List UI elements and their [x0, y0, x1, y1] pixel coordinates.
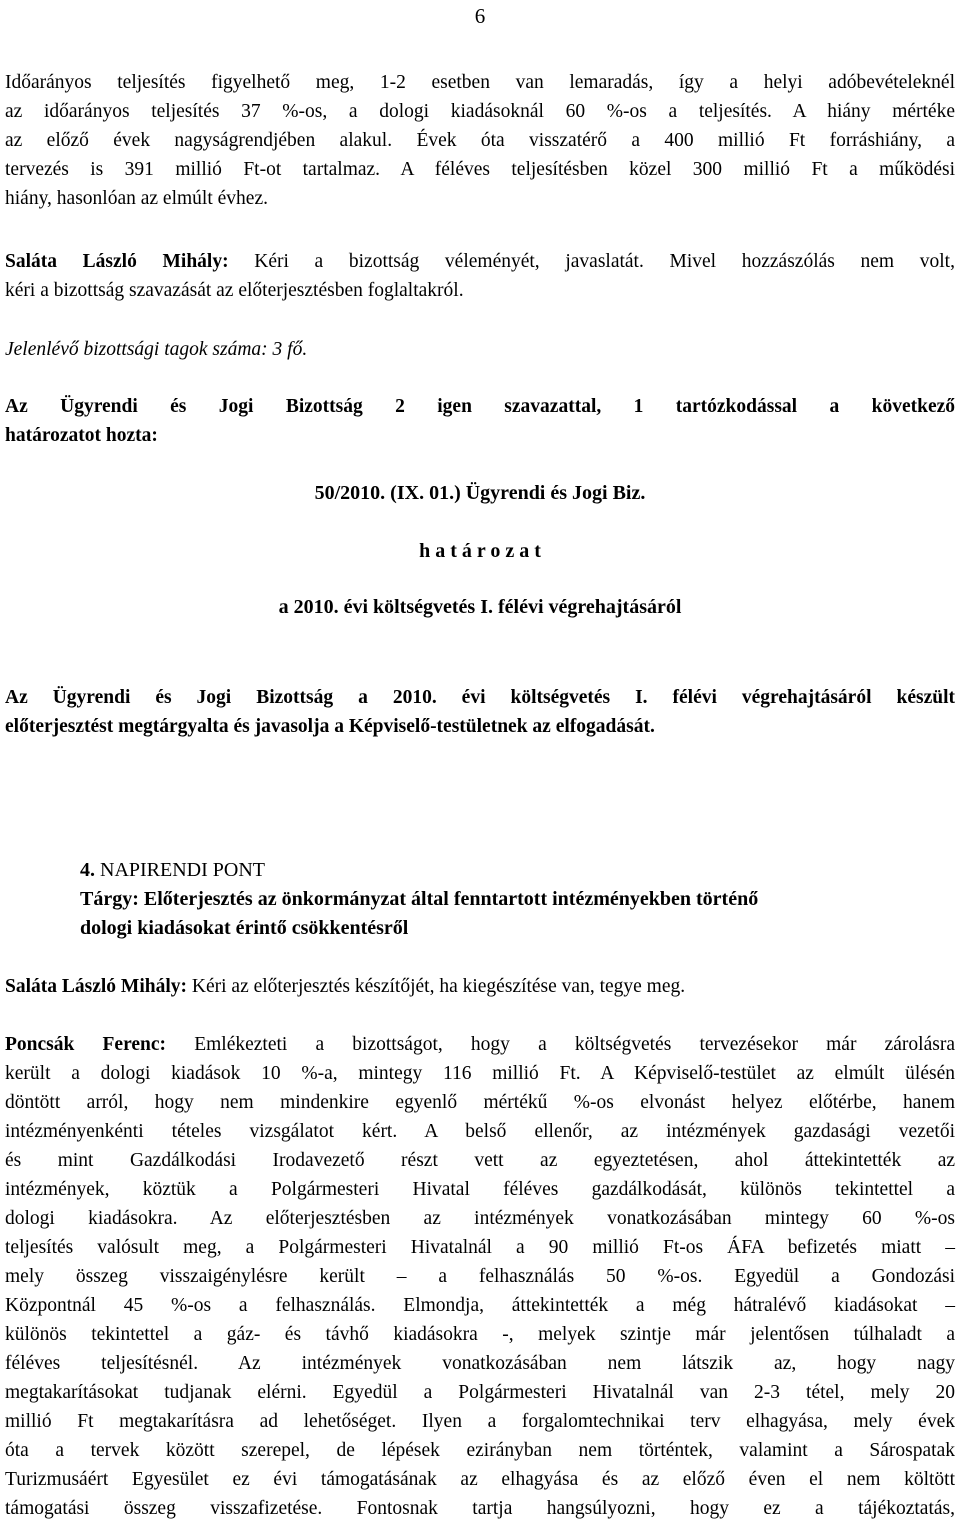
- resolution-subject: a 2010. évi költségvetés I. félévi végrehajtásáról: [278, 596, 682, 618]
- text-line: teljesítés valósult meg, a Polgármesteri Hivatalnál a 90 millió Ft-os ÁFA befizetés miatt –: [5, 1237, 955, 1258]
- chair-request-paragraph: [5, 247, 955, 305]
- text-line: Az Ügyrendi és Jogi Bizottság 2 igen szavazattal, 1 tartózkodással a következő: [5, 396, 955, 417]
- agenda-number: 4.: [80, 859, 95, 881]
- speech-text: Kéri a bizottság véleményét, javaslatát. Mivel hozzászólás nem volt,: [228, 251, 955, 272]
- text-line: intézményenkénti tételes vizsgálatot kért. A belső ellenőr, az intézmények gazdasági vezetői: [5, 1121, 955, 1142]
- speech-text: Kéri az előterjesztés készítőjét, ha kiegészítése van, tegye meg.: [187, 976, 686, 997]
- speech-text: Emlékezteti a bizottságot, hogy a költségvetés tervezésekor már zárolásra: [166, 1034, 955, 1055]
- text-line: Turizmusáért Egyesület ez évi támogatásának az elhagyása és az előző éven el nem költött: [5, 1469, 955, 1490]
- text-line: hiány, hasonlóan az elmúlt évhez.: [5, 188, 268, 209]
- text-line: és mint Gazdálkodási Irodavezető részt vett az egyeztetésen, ahol áttekintették az: [5, 1150, 955, 1171]
- vote-statement: [5, 392, 955, 450]
- text-line: óta a tervek között szerepel, de lépések ezirányban nem történtek, valamint a Sárospatak: [5, 1440, 955, 1461]
- text-line: került a dologi kiadások 10 %-a, mintegy 116 millió Ft. A Képviselő-testület az elmúlt ülésén: [5, 1063, 955, 1084]
- text-line: [5, 972, 955, 1001]
- resolution-heading: h a t á r o z a t: [419, 540, 541, 562]
- text-line: [5, 1030, 955, 1059]
- text-line: millió Ft megtakarításra ad lehetőséget. Ilyen a forgalomtechnikai terv elhagyása, mely évek: [5, 1411, 955, 1432]
- text-line: döntött arról, hogy nem mindenkire egyenlő mértékű %-os elvonást helyez előtérbe, hanem: [5, 1092, 955, 1113]
- text-line: mely összeg visszaigénylésre került – a felhasználás 50 %-os. Egyedül a Gondozási: [5, 1266, 955, 1287]
- speaker-name: Poncsák Ferenc:: [5, 1034, 167, 1055]
- text-line: Központnál 45 %-os a felhasználás. Elmondja, áttekintették a még hátralévő kiadásokat –: [5, 1295, 955, 1316]
- text-line: [5, 247, 955, 276]
- speaker-name: Saláta László Mihály:: [5, 251, 229, 272]
- chair-invite-paragraph: [5, 972, 955, 1001]
- text-line: Az Ügyrendi és Jogi Bizottság a 2010. évi költségvetés I. félévi végrehajtásáról készült: [5, 687, 955, 708]
- text-line: féléves teljesítésnél. Az intézmények vonatkozásában nem látszik az, hogy nagy: [5, 1353, 955, 1374]
- text-line: az előző évek nagyságrendjében alakul. Évek óta visszatérő a 400 millió Ft forráshiány, a: [5, 130, 955, 151]
- text-line: tervezés is 391 millió Ft-ot tartalmaz. A féléves teljesítésben közel 300 millió Ft a működési: [5, 159, 955, 180]
- text-line: dologi kiadásokra. Az előterjesztésben az intézmények vonatkozásában mintegy 60 %-os: [5, 1208, 955, 1229]
- agenda-title: [80, 856, 960, 885]
- intro-paragraph: [5, 68, 955, 213]
- text-line: intézmények, köztük a Polgármesteri Hivatal féléves gazdálkodását, különös tekintettel a: [5, 1179, 955, 1200]
- text-line: határozatot hozta:: [5, 425, 158, 446]
- agenda-subject-label: Tárgy:: [80, 888, 139, 910]
- text-line: előterjesztést megtárgyalta és javasolja a Képviselő-testületnek az elfogadását.: [5, 716, 655, 737]
- text-line: támogatási összeg visszafizetése. Fontosnak tartja hangsúlyozni, hogy ez a tájékoztatás,: [5, 1498, 955, 1519]
- speaker-paragraph: [5, 1030, 955, 1523]
- resolution-number: 50/2010. (IX. 01.) Ügyrendi és Jogi Biz.: [314, 482, 646, 504]
- agenda-subject-text: Előterjesztés az önkormányzat által fenntartott intézményekben történő: [138, 888, 759, 910]
- text-line: megtakarításokat tudjanak elérni. Egyedül a Polgármesteri Hivatalnál van 2-3 tétel, mely 20: [5, 1382, 955, 1403]
- agenda-item: [80, 856, 960, 943]
- members-present: Jelenlévő bizottsági tagok száma: 3 fő.: [5, 339, 308, 360]
- agenda-subject-line: dologi kiadásokat érintő csökkentésről: [80, 917, 409, 939]
- resolution-text: [5, 683, 955, 741]
- page-number: 6: [474, 4, 486, 28]
- text-line: Időarányos teljesítés figyelhető meg, 1-2 esetben van lemaradás, így a helyi adóbevételeknél: [5, 72, 955, 93]
- text-line: az időarányos teljesítés 37 %-os, a dologi kiadásoknál 60 %-os a teljesítés. A hiány mértéke: [5, 101, 955, 122]
- text-line: különös tekintettel a gáz- és távhő kiadásokra -, melyek szintje már jelentősen túlhaladt a: [5, 1324, 955, 1345]
- speaker-name: Saláta László Mihály:: [5, 976, 188, 997]
- agenda-title-text: NAPIRENDI PONT: [100, 859, 265, 881]
- agenda-subject-line: [80, 885, 960, 914]
- text-line: kéri a bizottság szavazását az előterjesztésben foglaltakról.: [5, 280, 464, 301]
